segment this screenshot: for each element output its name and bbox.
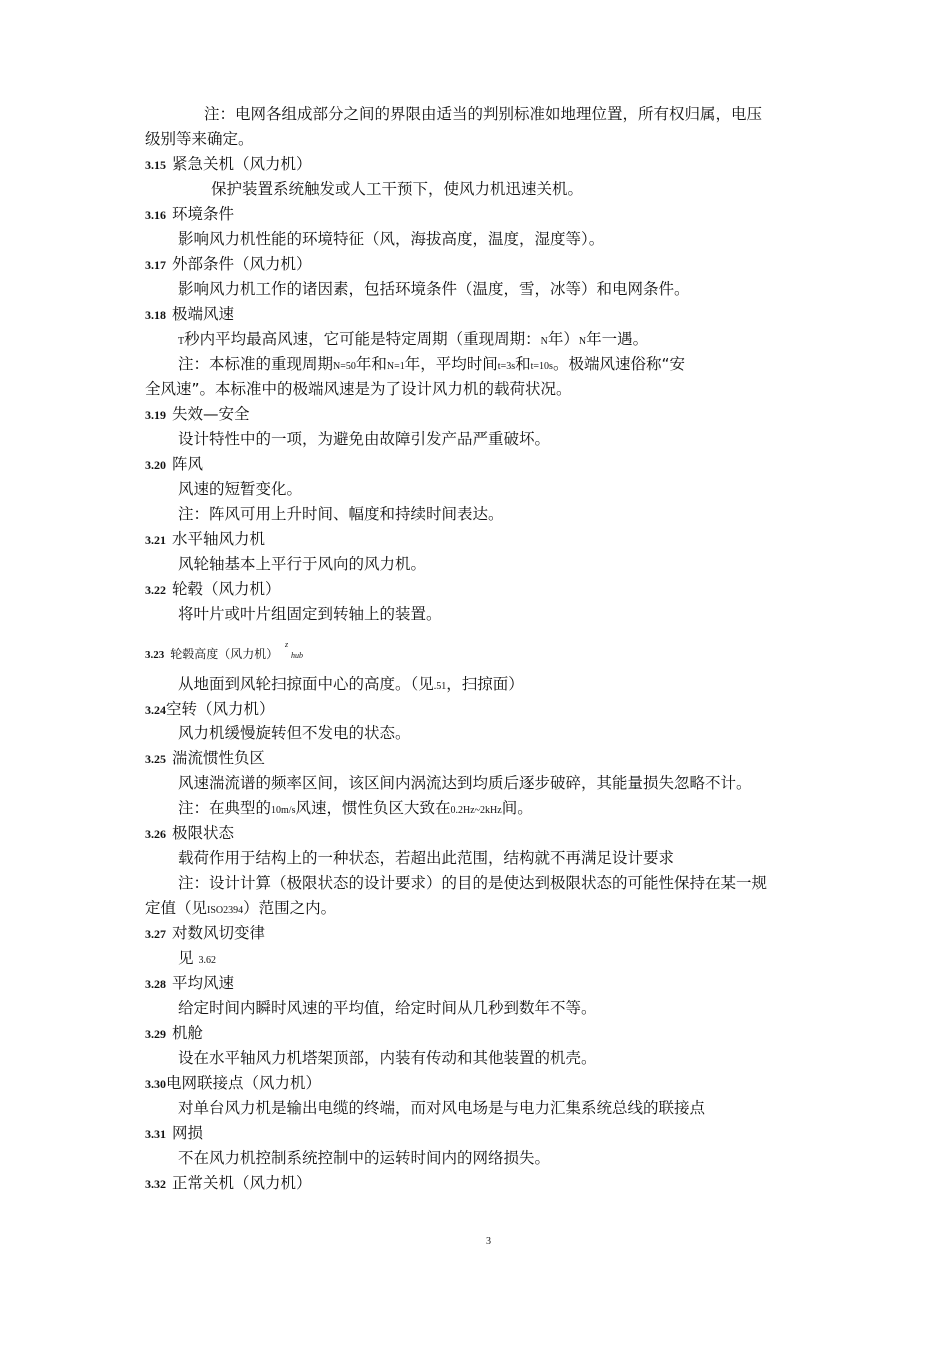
note-3-18-cont: 全风速”。本标准中的极端风速是为了设计风力机的载荷状况。 <box>145 380 572 398</box>
ref-number: .51 <box>433 681 447 692</box>
def-text: ，扫掠面） <box>446 675 524 693</box>
note-text: 注：在典型的 <box>178 799 272 817</box>
term-3-32 <box>145 1172 312 1195</box>
term-3-20 <box>145 453 203 476</box>
term-title: 极限状态 <box>172 824 235 842</box>
note-text: 注：本标准的重现周期 <box>178 355 334 373</box>
def-text: 秒内平均最高风速，它可能是特定周期（重现周期： <box>184 330 541 348</box>
term-number: 3.27 <box>145 927 166 941</box>
def-text: 年） <box>547 330 579 348</box>
def-3-17: 影响风力机工作的诸因素，包括环境条件（温度，雪，冰等）和电网条件。 <box>178 280 690 298</box>
def-3-31: 不在风力机控制系统控制中的运转时间内的网络损失。 <box>178 1149 551 1167</box>
def-3-18 <box>178 328 648 353</box>
term-number: 3.20 <box>145 458 166 472</box>
term-title: 对数风切变律 <box>172 924 266 942</box>
note-3-18 <box>178 353 685 378</box>
term-number: 3.17 <box>145 258 166 272</box>
term-number: 3.24 <box>145 703 166 717</box>
term-3-25 <box>145 747 265 770</box>
note-text: 定值（见 <box>145 899 208 917</box>
note-text: 年和 <box>355 355 387 373</box>
term-3-24 <box>145 698 275 721</box>
def-3-19: 设计特性中的一项，为避免由故障引发产品严重破坏。 <box>178 430 551 448</box>
term-title: 极端风速 <box>172 305 235 323</box>
value: N=50 <box>333 361 356 372</box>
value: t=10s <box>530 361 553 372</box>
def-3-16: 影响风力机性能的环境特征（风，海拔高度，温度，湿度等）。 <box>178 230 605 248</box>
def-3-25: 风速湍流谱的频率区间，该区间内涡流达到均质后逐步破碎，其能量损失忽略不计。 <box>178 774 752 792</box>
def-3-27 <box>178 947 216 972</box>
term-3-21 <box>145 528 265 551</box>
term-title: 平均风速 <box>172 974 235 992</box>
def-3-24: 风力机缓慢旋转但不发电的状态。 <box>178 724 411 742</box>
note-grid-boundary: 注：电网各组成部分之间的界限由适当的判别标准如地理位置，所有权归属，电压 <box>204 105 763 123</box>
value: 0.2Hz~2kHz <box>450 805 502 816</box>
term-3-22 <box>145 578 281 601</box>
value: N=1 <box>386 361 405 372</box>
term-3-28 <box>145 972 234 995</box>
term-title: 环境条件 <box>172 205 235 223</box>
term-title: 阵风 <box>172 455 204 473</box>
def-3-23 <box>178 673 524 698</box>
term-title: 机舱 <box>172 1024 204 1042</box>
symbol-z: z <box>285 640 289 649</box>
term-3-18 <box>145 303 234 326</box>
term-number: 3.28 <box>145 977 166 991</box>
term-number: 3.29 <box>145 1027 166 1041</box>
def-3-15: 保护装置系统触发或人工干预下，使风力机迅速关机。 <box>211 180 584 198</box>
term-title: 正常关机（风力机） <box>172 1174 312 1192</box>
note-text: 和 <box>515 355 531 373</box>
def-text: 从地面到风轮扫掠面中心的高度。（见 <box>178 675 434 693</box>
var-n: N <box>578 336 587 347</box>
value: t=3s <box>497 361 516 372</box>
term-number: 3.26 <box>145 827 166 841</box>
term-number: 3.30 <box>145 1077 166 1091</box>
note-grid-boundary-cont: 级别等来确定。 <box>145 130 254 148</box>
term-3-31 <box>145 1122 203 1145</box>
def-3-26: 载荷作用于结构上的一种状态，若超出此范围，结构就不再满足设计要求 <box>178 849 675 867</box>
def-3-20: 风速的短暂变化。 <box>178 480 303 498</box>
note-3-20: 注：阵风可用上升时间、幅度和持续时间表达。 <box>178 505 504 523</box>
term-title: 空转（风力机） <box>166 700 275 718</box>
note-text: ）范围之内。 <box>243 899 337 917</box>
def-3-28: 给定时间内瞬时风速的平均值，给定时间从几秒到数年不等。 <box>178 999 597 1017</box>
note-text: 年，平均时间 <box>404 355 498 373</box>
term-3-26 <box>145 822 234 845</box>
note-3-26: 注：设计计算（极限状态的设计要求）的目的是使达到极限状态的可能性保持在某一规 <box>178 874 768 892</box>
term-number: 3.15 <box>145 158 166 172</box>
var-n: N <box>540 336 548 347</box>
def-text: 年一遇。 <box>586 330 649 348</box>
note-3-25 <box>178 797 533 822</box>
term-title: 水平轴风力机 <box>172 530 266 548</box>
term-3-30 <box>145 1072 321 1095</box>
term-title: 轮毂高度（风力机） <box>170 647 279 661</box>
term-number: 3.16 <box>145 208 166 222</box>
term-title: 外部条件（风力机） <box>172 255 312 273</box>
term-number: 3.25 <box>145 752 166 766</box>
term-3-19 <box>145 403 250 426</box>
term-number: 3.21 <box>145 533 166 547</box>
standard-ref: ISO2394 <box>207 905 244 916</box>
symbol-hub: hub <box>291 651 303 660</box>
note-3-26-cont <box>145 897 336 922</box>
term-number: 3.22 <box>145 583 166 597</box>
def-text: 见 <box>178 949 194 967</box>
page-number: 3 <box>486 1236 491 1247</box>
term-number: 3.32 <box>145 1177 166 1191</box>
term-number: 3.18 <box>145 308 166 322</box>
note-text: 。极端风速俗称“安 <box>552 355 685 373</box>
term-3-17 <box>145 253 312 276</box>
term-title: 轮毂（风力机） <box>172 580 281 598</box>
value: 10m/s <box>271 805 296 816</box>
ref-number: 3.62 <box>198 955 216 966</box>
term-3-27 <box>145 922 265 945</box>
def-3-22: 将叶片或叶片组固定到转轴上的装置。 <box>178 605 442 623</box>
term-title: 网损 <box>172 1124 204 1142</box>
term-number: 3.23 <box>145 649 165 661</box>
term-3-16 <box>145 203 234 226</box>
term-3-23 <box>145 643 278 666</box>
term-title: 湍流惯性负区 <box>172 749 266 767</box>
var-t: T <box>178 336 185 347</box>
term-title: 失效—安全 <box>172 405 250 423</box>
term-title: 电网联接点（风力机） <box>166 1074 322 1092</box>
term-number: 3.31 <box>145 1127 166 1141</box>
term-3-29 <box>145 1022 203 1045</box>
def-3-30: 对单台风力机是输出电缆的终端，而对风电场是与电力汇集系统总线的联接点 <box>178 1099 706 1117</box>
def-3-29: 设在水平轴风力机塔架顶部，内装有传动和其他装置的机壳。 <box>178 1049 597 1067</box>
term-3-15 <box>145 153 312 176</box>
term-number: 3.19 <box>145 408 166 422</box>
term-title: 紧急关机（风力机） <box>172 155 312 173</box>
def-3-21: 风轮轴基本上平行于风向的风力机。 <box>178 555 427 573</box>
note-text: 风速，惯性负区大致在 <box>295 799 451 817</box>
note-text: 间。 <box>501 799 533 817</box>
